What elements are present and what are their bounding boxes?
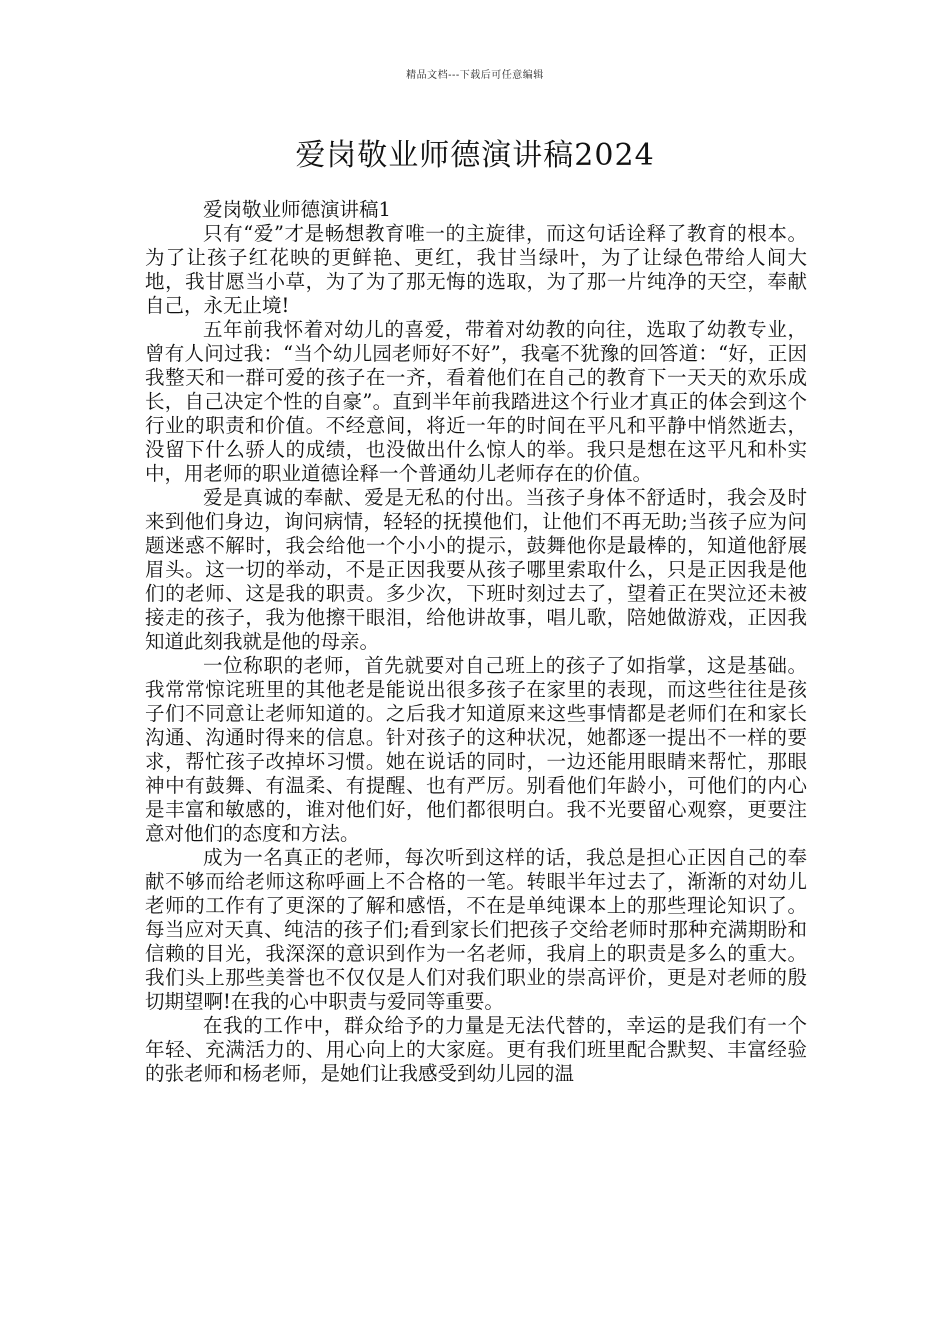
paragraph-5: 成为一名真正的老师，每次听到这样的话，我总是担心正因自己的奉献不够而给老师这称呼画上不合格的一笔。转眼半年过去了，渐渐的对幼儿老师的工作有了更深的了解和感悟，不在是单纯课本上的那些理论知识了。每当应对天真、纯洁的孩子们;看到家长们把孩子交给老师时那种充满期盼和信赖的目光，我深深的意识到作为一名老师，我肩上的职责是多么的重大。我们头上那些美誉也不仅仅是人们对我们职业的崇高评价，更是对老师的殷切期望啊!在我的心中职责与爱同等重要。 — [145, 846, 807, 1013]
paragraph-2: 五年前我怀着对幼儿的喜爱，带着对幼教的向往，选取了幼教专业，曾有人问过我：“当个幼儿园老师好不好”，我毫不犹豫的回答道：“好，正因我整天和一群可爱的孩子在一齐，看着他们在自己的教育下一天天的欢乐成长，自己决定个性的自豪”。直到半年前我踏进这个行业才真正的体会到这个行业的职责和价值。不经意间，将近一年的时间在平凡和平静中悄然逝去，没留下什么骄人的成绩，也没做出什么惊人的举。我只是想在这平凡和朴实中，用老师的职业道德诠释一个普通幼儿老师存在的价值。 — [145, 318, 807, 485]
paragraph-1: 只有“爱”才是畅想教育唯一的主旋律，而这句话诠释了教育的根本。为了让孩子红花映的更鲜艳、更红，我甘当绿叶，为了让绿色带给人间大地，我甘愿当小草，为了为了那无悔的选取，为了那一片纯净的天空，奉献自己，永无止境! — [145, 222, 807, 317]
header-note: 精品文档---下载后可任意编辑 — [406, 70, 544, 81]
page-title: 爱岗敬业师德演讲稿2024 — [295, 138, 655, 173]
document-body — [145, 198, 807, 1086]
paragraph-3: 爱是真诚的奉献、爱是无私的付出。当孩子身体不舒适时，我会及时来到他们身边，询问病情，轻轻的抚摸他们，让他们不再无助;当孩子应为问题迷惑不解时，我会给他一个小小的提示，鼓舞他你是最棒的，知道他舒展眉头。这一切的举动，不是正因我要从孩子哪里索取什么，只是正因我是他们的老师、这是我的职责。多少次，下班时刻过去了，望着正在哭泣还未被接走的孩子，我为他擦干眼泪，给他讲故事，唱儿歌，陪她做游戏，正因我知道此刻我就是他的母亲。 — [145, 486, 807, 653]
paragraph-4: 一位称职的老师，首先就要对自己班上的孩子了如指掌，这是基础。我常常惊诧班里的其他老是能说出很多孩子在家里的表现，而这些往往是孩子们不同意让老师知道的。之后我才知道原来这些事情都是老师们在和家长沟通、沟通时得来的信息。针对孩子的这种状况，她都逐一提出不一样的要求，帮忙孩子改掉坏习惯。她在说话的同时，一边还能用眼睛来帮忙，那眼神中有鼓舞、有温柔、有提醒、也有严厉。别看他们年龄小，可他们的内心是丰富和敏感的，谁对他们好，他们都很明白。我不光要留心观察，更要注意对他们的态度和方法。 — [145, 654, 807, 845]
paragraph-6: 在我的工作中，群众给予的力量是无法代替的，幸运的是我们有一个年轻、充满活力的、用心向上的大家庭。更有我们班里配合默契、丰富经验的张老师和杨老师，是她们让我感受到幼儿园的温 — [145, 1014, 807, 1085]
section-subtitle: 爱岗敬业师德演讲稿1 — [203, 198, 391, 221]
